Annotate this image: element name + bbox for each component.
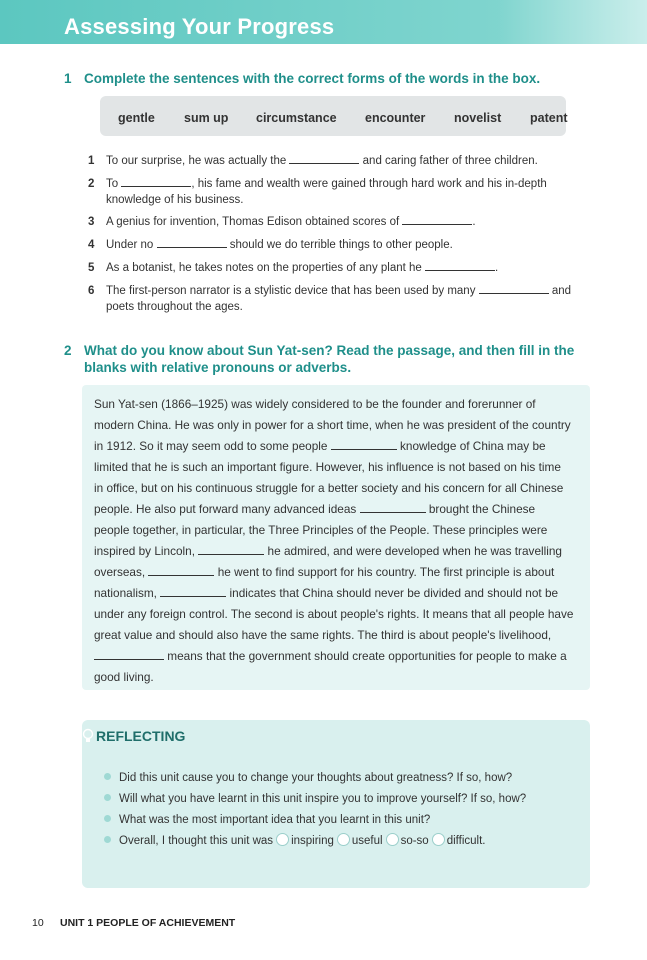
lightbulb-icon — [82, 728, 94, 744]
answer-blank[interactable] — [402, 214, 472, 225]
option-label: so-so — [400, 835, 429, 847]
passage-line — [94, 459, 586, 475]
bullet-dot-icon — [104, 794, 111, 801]
radio-useful[interactable] — [337, 833, 350, 846]
item-text: . — [472, 216, 476, 228]
word-sum-up: sum up — [184, 111, 229, 125]
page-number: 10 — [32, 917, 44, 929]
option-label: difficult. — [446, 835, 486, 847]
reflect-bullet — [104, 770, 512, 786]
word-circumstance: circumstance — [256, 111, 337, 125]
word-patent: patent — [530, 111, 568, 125]
passage-text: people. He also put forward many advanced ideas — [94, 502, 360, 516]
option-label: useful — [351, 835, 383, 847]
passage-text: in 1912. So it may seem odd to some people — [94, 439, 331, 453]
radio-so-so[interactable] — [386, 833, 399, 846]
item-number: 6 — [88, 285, 95, 297]
radio-difficult[interactable] — [432, 833, 445, 846]
passage-text: great value and should also have the same rights. The third is about people's livelihood, — [94, 628, 552, 642]
item-number: 1 — [88, 155, 95, 167]
item-text: Under no — [106, 239, 157, 251]
q1-number: 1 — [64, 71, 72, 86]
q1-heading — [64, 70, 624, 87]
passage-text: good living. — [94, 670, 154, 684]
answer-blank[interactable] — [157, 237, 227, 248]
answer-blank[interactable] — [425, 260, 495, 271]
word-novelist: novelist — [454, 111, 502, 125]
passage-line — [94, 438, 586, 454]
reflecting-box — [82, 720, 590, 888]
answer-blank[interactable] — [160, 586, 226, 597]
answer-blank[interactable] — [360, 502, 426, 513]
passage-text: knowledge of China may be — [396, 439, 546, 453]
passage-line — [94, 480, 586, 496]
reflect-bullet — [104, 812, 430, 828]
item-number: 4 — [88, 239, 95, 251]
answer-blank[interactable] — [94, 649, 164, 660]
item-text: poets throughout the ages. — [106, 301, 243, 313]
answer-blank[interactable] — [148, 565, 214, 576]
passage-line — [94, 396, 586, 412]
page-title: Assessing Your Progress — [64, 14, 335, 39]
passage-text: overseas, — [94, 565, 149, 579]
answer-blank[interactable] — [479, 283, 549, 294]
q2-instruction-line-2: blanks with relative pronouns or adverbs. — [84, 360, 352, 375]
passage-line — [94, 522, 586, 538]
passage-text: modern China. He was only in power for a short time, when he was president of the country — [94, 418, 571, 432]
item-number: 2 — [88, 178, 95, 190]
passage-line — [94, 501, 586, 517]
reflect-question: Will what you have learnt in this unit inspire you to improve yourself? If so, how? — [119, 793, 527, 805]
passage-text: he went to find support for his country. The first principle is about — [214, 565, 555, 579]
item-text: should we do terrible things to other people. — [226, 239, 453, 251]
reflect-question: What was the most important idea that you learnt in this unit? — [119, 814, 431, 826]
answer-blank[interactable] — [331, 439, 397, 450]
passage-text: means that the government should create opportunities for people to make a — [164, 649, 567, 663]
item-text: A genius for invention, Thomas Edison obtained scores of — [106, 216, 403, 228]
q2-instruction-line-1: What do you know about Sun Yat-sen? Read the passage, and then fill in the — [84, 343, 575, 358]
item-text: . — [495, 262, 499, 274]
item-text: and caring father of three children. — [359, 155, 538, 167]
item-number: 3 — [88, 216, 95, 228]
passage-line — [94, 627, 586, 643]
passage-line — [94, 669, 586, 685]
passage-line — [94, 648, 586, 664]
q2-number: 2 — [64, 343, 72, 358]
item-text: The first-person narrator is a stylistic device that has been used by many — [106, 285, 479, 297]
reflect-question: Did this unit cause you to change your thoughts about greatness? If so, how? — [119, 772, 513, 784]
answer-blank[interactable] — [198, 544, 264, 555]
rating-prefix: Overall, I thought this unit was — [119, 835, 274, 847]
passage-line — [94, 543, 586, 559]
word-gentle: gentle — [118, 111, 155, 125]
passage-text: Sun Yat-sen (1866–1925) was widely considered to be the founder and forerunner of — [94, 397, 536, 411]
passage-text: people together, in particular, the Three Principles of the People. These principles were — [94, 523, 548, 537]
passage-text: brought the Chinese — [425, 502, 536, 516]
passage-line — [94, 585, 586, 601]
radio-inspiring[interactable] — [276, 833, 289, 846]
passage-text: inspired by Lincoln, — [94, 544, 199, 558]
q2-heading — [64, 342, 624, 376]
bullet-dot-icon — [104, 773, 111, 780]
reflect-bullet — [104, 791, 526, 807]
passage-text: in office, but on his continuous struggle for a better society and his concern for all Chinese — [94, 481, 564, 495]
q1-instruction: Complete the sentences with the correct forms of the words in the box. — [84, 71, 541, 86]
passage-line — [94, 417, 586, 433]
item-text: To — [106, 178, 122, 190]
passage-line — [94, 564, 586, 580]
reflecting-title: REFLECTING — [96, 728, 186, 744]
answer-blank[interactable] — [289, 153, 359, 164]
passage-text: he admired, and were developed when he was travelling — [264, 544, 562, 558]
item-text: To our surprise, he was actually the — [106, 155, 290, 167]
unit-label: UNIT 1 PEOPLE OF ACHIEVEMENT — [60, 917, 236, 929]
option-label: inspiring — [291, 835, 334, 847]
item-text: and — [548, 285, 572, 297]
word-encounter: encounter — [365, 111, 426, 125]
bullet-dot-icon — [104, 815, 111, 822]
item-text: knowledge of his business. — [106, 194, 244, 206]
passage-text: indicates that China should never be divided and should not be — [226, 586, 559, 600]
bullet-dot-icon — [104, 836, 111, 843]
item-text: , his fame and wealth were gained through hard work and his in-depth — [191, 178, 547, 190]
item-text: As a botanist, he takes notes on the properties of any plant he — [106, 262, 426, 274]
answer-blank[interactable] — [121, 176, 191, 187]
word-box — [100, 96, 566, 136]
item-number: 5 — [88, 262, 95, 274]
passage-text: limited that he is such an important figure. However, his influence is not based on his time — [94, 460, 561, 474]
reflect-rating — [104, 833, 485, 849]
passage-text: nationalism, — [94, 586, 161, 600]
passage-line — [94, 606, 586, 622]
passage-text: under any foreign control. The second is about people's rights. It means that all people have — [94, 607, 574, 621]
